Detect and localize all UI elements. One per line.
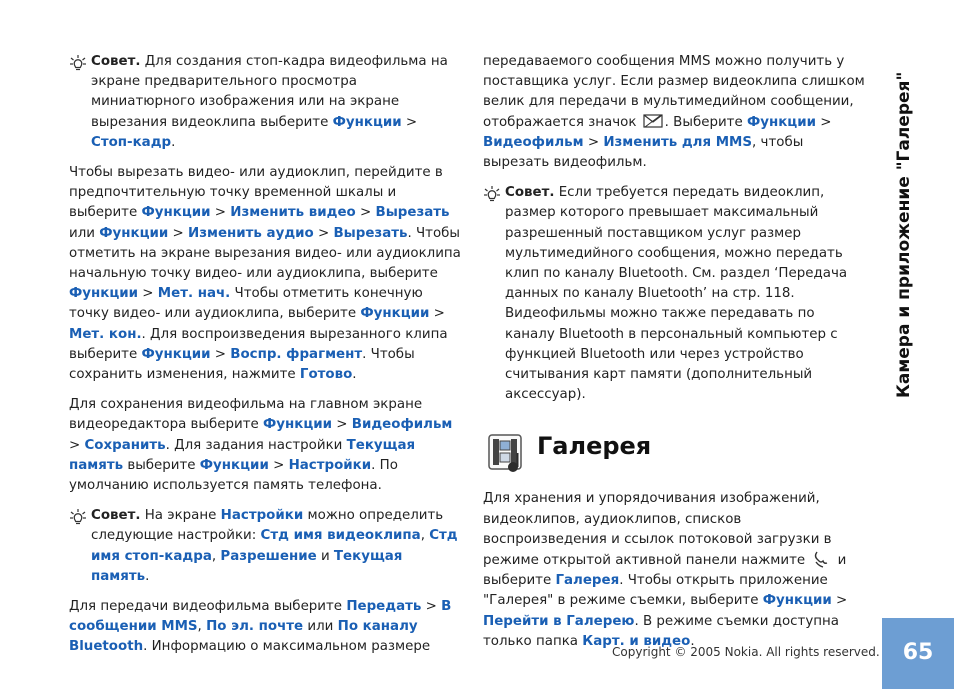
gallery-app-icon	[483, 431, 527, 475]
menu-term: Функции	[762, 593, 832, 609]
menu-term: Функции	[332, 114, 402, 130]
paragraph-cut-clip	[69, 163, 461, 385]
page-number-tab	[882, 618, 954, 689]
menu-term: Галерея	[555, 573, 620, 589]
text-run: >	[421, 599, 442, 615]
menu-term: Стд имя видеоклипа	[260, 528, 421, 544]
tip-label: Совет.	[91, 54, 141, 69]
paragraph-save-video	[69, 395, 461, 496]
menu-term: Функции	[263, 417, 333, 433]
text-run: >	[831, 593, 848, 609]
text-run: . Для задания настройки	[165, 437, 347, 453]
menu-term: По каналу Bluetooth	[69, 619, 418, 655]
text-run: .	[352, 367, 357, 383]
text-run: . Для воспроизведения вырезанного клипа выберите	[69, 326, 448, 362]
text-run: >	[138, 286, 158, 302]
tip-settings	[69, 506, 461, 587]
tip-bluetooth	[483, 183, 867, 405]
menu-term: Видеофильм	[351, 417, 453, 433]
menu-term: Текущая память	[69, 437, 416, 473]
text-run: Чтобы отметить конечную точку видео- или аудиоклипа, выберите	[69, 286, 423, 322]
page-number: 65	[902, 640, 934, 665]
right-column	[483, 52, 867, 662]
text-run: ,	[420, 528, 430, 544]
text-run: >	[429, 306, 445, 322]
menu-term: Сохранить	[84, 437, 166, 453]
text-run: выберите	[123, 457, 200, 473]
menu-term: Видеофильм	[483, 134, 584, 150]
text-run: . Чтобы отметить на экране вырезания видео- или аудиоклипа начальную точку видео- или аудиоклипа, выберите	[69, 225, 461, 282]
gallery-intro-text-a	[483, 491, 832, 568]
lightbulb-tip-icon	[69, 508, 87, 526]
text-run: >	[332, 417, 352, 433]
text-run: и	[316, 548, 334, 564]
menu-term: В сообщении MMS	[69, 599, 452, 635]
menu-term: По эл. почте	[206, 619, 304, 635]
text-run: можно определить следующие настройки:	[91, 508, 444, 544]
text-run: .	[690, 633, 695, 649]
menu-term: Текущая память	[91, 548, 403, 584]
lightbulb-tip-icon	[69, 54, 87, 72]
menu-term: Разрешение	[220, 548, 317, 564]
text-run: >	[401, 114, 418, 130]
text-run: . По умолчанию используется память телефона.	[69, 457, 398, 494]
mms-envelope-icon	[643, 114, 663, 128]
menu-term: Функции	[746, 114, 816, 130]
menu-term: Стоп-кадр	[91, 134, 172, 150]
text-run: >	[583, 134, 604, 150]
tip-stop-frame-text	[91, 54, 448, 150]
text-run: .	[171, 134, 176, 150]
text-run: >	[210, 205, 231, 221]
left-column	[69, 52, 461, 668]
gallery-key-icon	[813, 550, 829, 568]
paragraph-send-video	[69, 597, 461, 658]
menu-term: Вырезать	[375, 205, 450, 221]
menu-term: Стд имя стоп-кадра	[91, 528, 458, 564]
text-run: . Чтобы сохранить изменения, нажмите	[69, 346, 415, 383]
text-run: Для хранения и упорядочивания изображений, видеоклипов, аудиоклипов, списков воспроизведения и ссылок потоковой загрузки в режиме открытой активной панели нажмите	[483, 491, 832, 569]
menu-term: Перейти в Галерею	[483, 613, 635, 629]
text-run: передаваемого сообщения MMS можно получить у поставщика услуг. Если размер видеоклипа слишком велик для передачи в мультимедийном сообщении, отображается значок	[483, 54, 865, 130]
text-run: . Информацию о максимальном размере	[143, 639, 431, 655]
text-run: . Выберите	[664, 114, 747, 130]
text-run: Чтобы вырезать видео- или аудиоклип, перейдите в предпочтительную точку временной шкалы и выберите	[69, 165, 443, 221]
menu-term: Настройки	[288, 457, 372, 473]
text-run: >	[210, 346, 231, 362]
text-run: , чтобы вырезать видеофильм.	[483, 134, 804, 171]
copyright: Copyright © 2005 Nokia. All rights reserved.	[612, 645, 880, 659]
gallery-heading	[483, 425, 867, 479]
text-run: Для создания стоп-кадра видеофильма на экране предварительного просмотра миниатюрного изображения или на экране вырезания видеоклипа выберите	[91, 54, 448, 130]
text-run: . В режиме съемки доступна только папка	[483, 613, 839, 649]
text-run: или	[69, 225, 100, 241]
gallery-title: Галерея	[537, 432, 652, 461]
lightbulb-tip-icon	[483, 185, 501, 203]
text-run: ,	[211, 548, 221, 564]
text-run: >	[69, 437, 85, 453]
text-run: Для передачи видеофильма выберите	[69, 599, 347, 615]
menu-term: Готово	[299, 367, 353, 383]
tip-bluetooth-text	[505, 185, 847, 402]
text-run: Для сохранения видеофильма на главном экране видеоредактора выберите	[69, 397, 423, 433]
text-run: Если требуется передать видеоклип, размер которого превышает максимальный разрешенный поставщиком услуг размер мультимедийного сообщения, можно передать клип по каналу Bluetooth. См. раздел ‘Передача данных по каналу Bluetooth’ на стр. 118. Видеофильмы можно также передавать по каналу Bluetooth в персональный компьютер с функцией Bluetooth или через устройство считывания карт памяти (дополнительный аксессуар).	[505, 185, 848, 403]
menu-term: Карт. и видео	[582, 633, 691, 649]
paragraph-mms-size	[483, 52, 867, 173]
text-run: >	[816, 114, 832, 130]
menu-term: Мет. нач.	[157, 286, 231, 302]
menu-term: Мет. кон.	[69, 326, 142, 342]
tip-settings-text	[91, 508, 458, 584]
text-run: или	[303, 619, 338, 635]
menu-term: Изменить видео	[230, 205, 356, 221]
text-run: ,	[197, 619, 207, 635]
menu-term: Функции	[99, 225, 169, 241]
menu-term: Вырезать	[333, 225, 408, 241]
menu-term: Функции	[360, 306, 430, 322]
text-run: .	[145, 568, 150, 584]
menu-term: Настройки	[220, 508, 304, 524]
text-run: >	[313, 225, 334, 241]
text-run: >	[268, 457, 289, 473]
text-run: и выберите	[483, 553, 847, 589]
menu-term: Изменить для MMS	[603, 134, 753, 150]
menu-term: Функции	[141, 205, 211, 221]
tip-label: Совет.	[91, 508, 141, 524]
text-run: >	[168, 225, 189, 241]
menu-term: Функции	[141, 346, 211, 362]
menu-term: Функции	[69, 286, 139, 302]
tip-label: Совет.	[505, 185, 555, 201]
menu-term: Передать	[346, 599, 422, 615]
paragraph-gallery-intro	[483, 489, 867, 652]
menu-term: Воспр. фрагмент	[230, 346, 363, 362]
text-run: На экране	[144, 508, 221, 524]
text-run: . Чтобы открыть приложение "Галерея" в режиме съемки, выберите	[483, 573, 828, 609]
section-title: Камера и приложение "Галерея"	[894, 71, 914, 398]
tip-stop-frame	[69, 52, 461, 153]
menu-term: Изменить аудио	[188, 225, 314, 241]
text-run: >	[355, 205, 376, 221]
menu-term: Функции	[199, 457, 269, 473]
